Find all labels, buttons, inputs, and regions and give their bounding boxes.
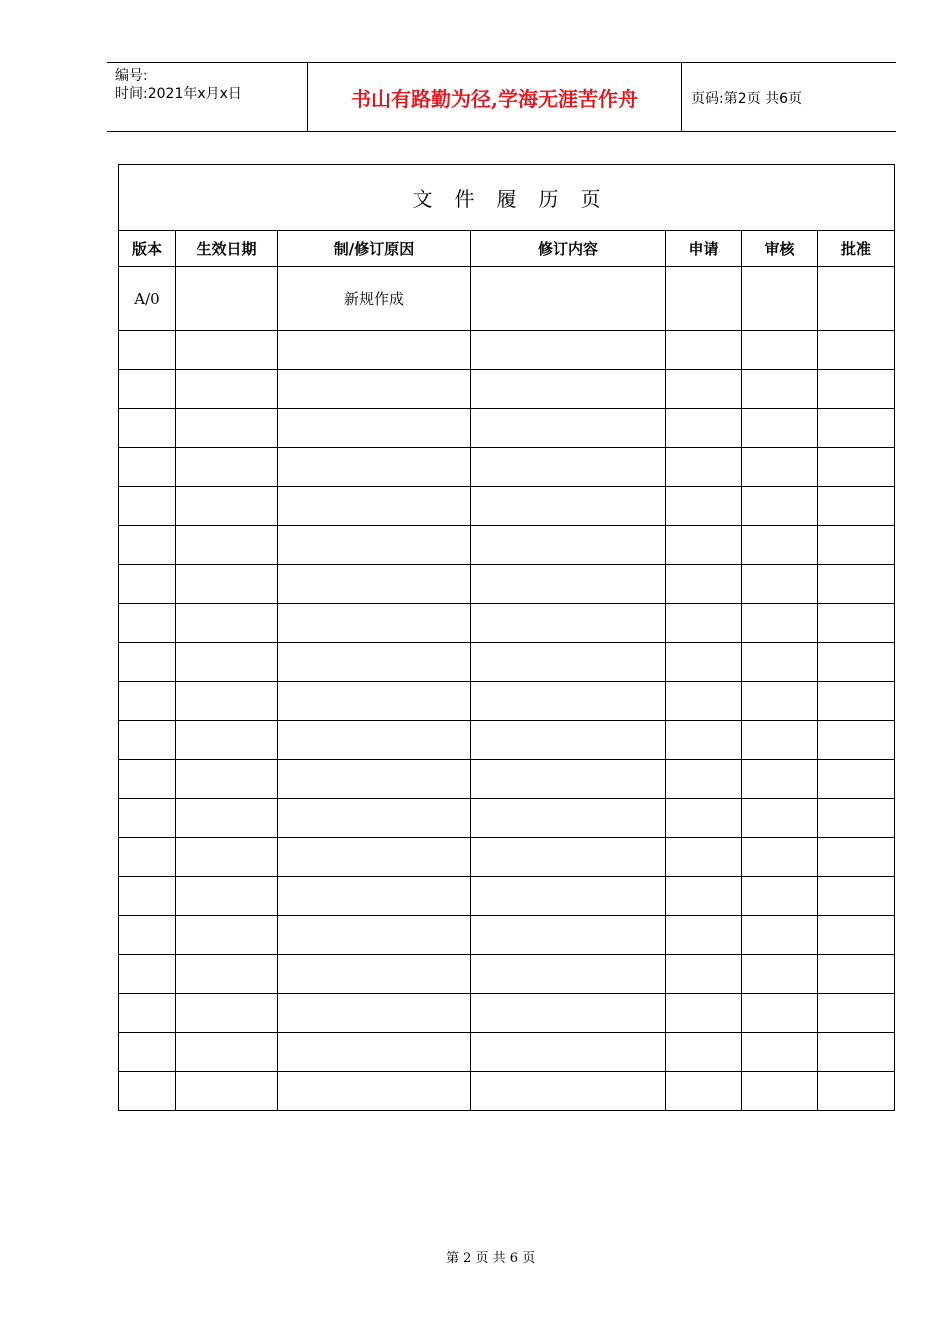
table-cell [742,331,818,370]
table-cell [818,838,895,877]
table-cell [278,1072,471,1111]
table-cell [471,838,666,877]
table-cell [119,838,176,877]
table-cell [176,838,278,877]
table-cell [742,267,818,331]
table-cell [119,916,176,955]
table-cell [742,604,818,643]
table-cell [471,916,666,955]
table-row [119,487,895,526]
table-cell [278,721,471,760]
table-cell [742,721,818,760]
table-cell [666,799,742,838]
table-cell [119,682,176,721]
table-cell [119,331,176,370]
table-cell [666,565,742,604]
table-cell [818,331,895,370]
table-cell [742,1033,818,1072]
table-cell [119,721,176,760]
table-cell [119,994,176,1033]
table-cell [818,643,895,682]
table-cell [176,487,278,526]
table-row [119,994,895,1033]
column-header: 生效日期 [176,231,278,267]
table-cell [742,682,818,721]
table-row [119,448,895,487]
table-cell [818,955,895,994]
table-row [119,409,895,448]
table-cell [471,331,666,370]
table-cell [471,682,666,721]
table-row [119,682,895,721]
page-header [107,62,896,132]
table-cell [742,409,818,448]
header-divider [681,63,682,131]
table-cell [176,760,278,799]
table-title [119,165,895,231]
table-cell [471,487,666,526]
table-cell [818,1033,895,1072]
table-cell [471,565,666,604]
table-cell [471,877,666,916]
table-cell [471,370,666,409]
table-cell [666,1033,742,1072]
table-cell [119,955,176,994]
table-cell [278,565,471,604]
table-cell [818,448,895,487]
table-row [119,799,895,838]
table-cell [471,799,666,838]
table-cell [742,877,818,916]
table-cell [471,1033,666,1072]
table-cell [119,448,176,487]
table-cell [742,1072,818,1111]
table-cell [818,1072,895,1111]
table-cell [666,760,742,799]
table-cell [666,916,742,955]
table-cell [742,487,818,526]
table-title-text: 文件履历页 [412,187,623,211]
document-number-label: 编号: [115,68,148,84]
table-cell [742,526,818,565]
table-cell [119,526,176,565]
table-cell [176,370,278,409]
table-cell [176,565,278,604]
table-row [119,526,895,565]
table-row [119,331,895,370]
table-cell [119,1033,176,1072]
table-cell [471,267,666,331]
table-cell [471,994,666,1033]
table-cell [278,877,471,916]
column-header: 修订内容 [471,231,666,267]
table-row [119,760,895,799]
table-cell [666,526,742,565]
table-cell [471,526,666,565]
table-cell [278,370,471,409]
table-cell [818,565,895,604]
table-cell [742,955,818,994]
table-header-row [119,231,895,267]
column-header: 版本 [119,231,176,267]
table-cell [278,682,471,721]
table-cell [742,760,818,799]
table-cell [742,994,818,1033]
table-cell [742,643,818,682]
table-cell [176,409,278,448]
table-cell [742,370,818,409]
table-cell [176,799,278,838]
table-cell [742,916,818,955]
table-cell [278,604,471,643]
table-cell [278,799,471,838]
table-cell [818,877,895,916]
document-time-label: 时间:2021年x月x日 [115,86,242,102]
column-header: 制/修订原因 [278,231,471,267]
table-row [119,604,895,643]
table-cell [818,409,895,448]
table-row [119,1033,895,1072]
table-row [119,955,895,994]
table-cell [278,955,471,994]
table-cell [119,604,176,643]
table-cell [666,877,742,916]
table-cell [666,994,742,1033]
table-cell [471,1072,666,1111]
table-cell [176,448,278,487]
column-header: 申请 [666,231,742,267]
table-cell [818,799,895,838]
table-cell [119,1072,176,1111]
table-cell: A/0 [119,267,176,331]
table-cell [666,604,742,643]
table-cell [818,370,895,409]
table-cell [278,994,471,1033]
table-cell [818,682,895,721]
table-cell [278,760,471,799]
table-cell [119,370,176,409]
table-cell [666,955,742,994]
table-cell [666,331,742,370]
table-cell [176,877,278,916]
table-cell [818,994,895,1033]
table-cell [176,955,278,994]
table-cell [176,526,278,565]
table-row [119,721,895,760]
revision-history-table [118,164,895,1111]
table-cell: 新规作成 [278,267,471,331]
table-cell [666,370,742,409]
table-row [119,370,895,409]
table-cell [666,448,742,487]
table-row [119,916,895,955]
table-cell [119,487,176,526]
table-cell [742,838,818,877]
table-cell [471,643,666,682]
header-page-info: 页码:第2页 共6页 [691,91,802,107]
table-cell [471,604,666,643]
table-cell [278,409,471,448]
page-footer: 第 2 页 共 6 页 [446,1251,536,1266]
table-cell [666,487,742,526]
table-cell [818,526,895,565]
table-cell [742,565,818,604]
table-cell [278,916,471,955]
table-cell [666,838,742,877]
table-cell [176,1072,278,1111]
table-cell [176,1033,278,1072]
table-cell [119,409,176,448]
table-cell [471,760,666,799]
table-cell [278,448,471,487]
table-cell [176,267,278,331]
table-cell [471,409,666,448]
header-meta [115,67,242,103]
table-cell [666,721,742,760]
table-row [119,838,895,877]
table-cell [176,604,278,643]
table-cell [742,448,818,487]
table-cell [278,331,471,370]
column-header: 审核 [742,231,818,267]
table-cell [176,331,278,370]
table-cell [278,526,471,565]
table-cell [666,1072,742,1111]
table-cell [818,604,895,643]
table-row [119,565,895,604]
table-cell [666,409,742,448]
table-cell [471,721,666,760]
table-cell [818,721,895,760]
table-cell [471,448,666,487]
table-cell [119,877,176,916]
header-motto: 书山有路勤为径,学海无涯苦作舟 [351,87,638,111]
table-row [119,267,895,331]
table-cell [818,916,895,955]
table-cell [119,799,176,838]
table-cell [119,643,176,682]
table-cell [471,955,666,994]
table-cell [278,838,471,877]
table-cell [278,487,471,526]
table-cell [666,682,742,721]
table-cell [176,994,278,1033]
table-cell [119,565,176,604]
table-cell [818,487,895,526]
table-cell [666,643,742,682]
table-cell [176,643,278,682]
table-row [119,1072,895,1111]
table-cell [666,267,742,331]
column-header: 批准 [818,231,895,267]
table-cell [176,916,278,955]
table-cell [176,721,278,760]
table-cell [278,1033,471,1072]
table-cell [278,643,471,682]
table-cell [176,682,278,721]
table-cell [818,267,895,331]
table-cell [119,760,176,799]
table-cell [818,760,895,799]
table-row [119,877,895,916]
table-cell [742,799,818,838]
table-row [119,643,895,682]
